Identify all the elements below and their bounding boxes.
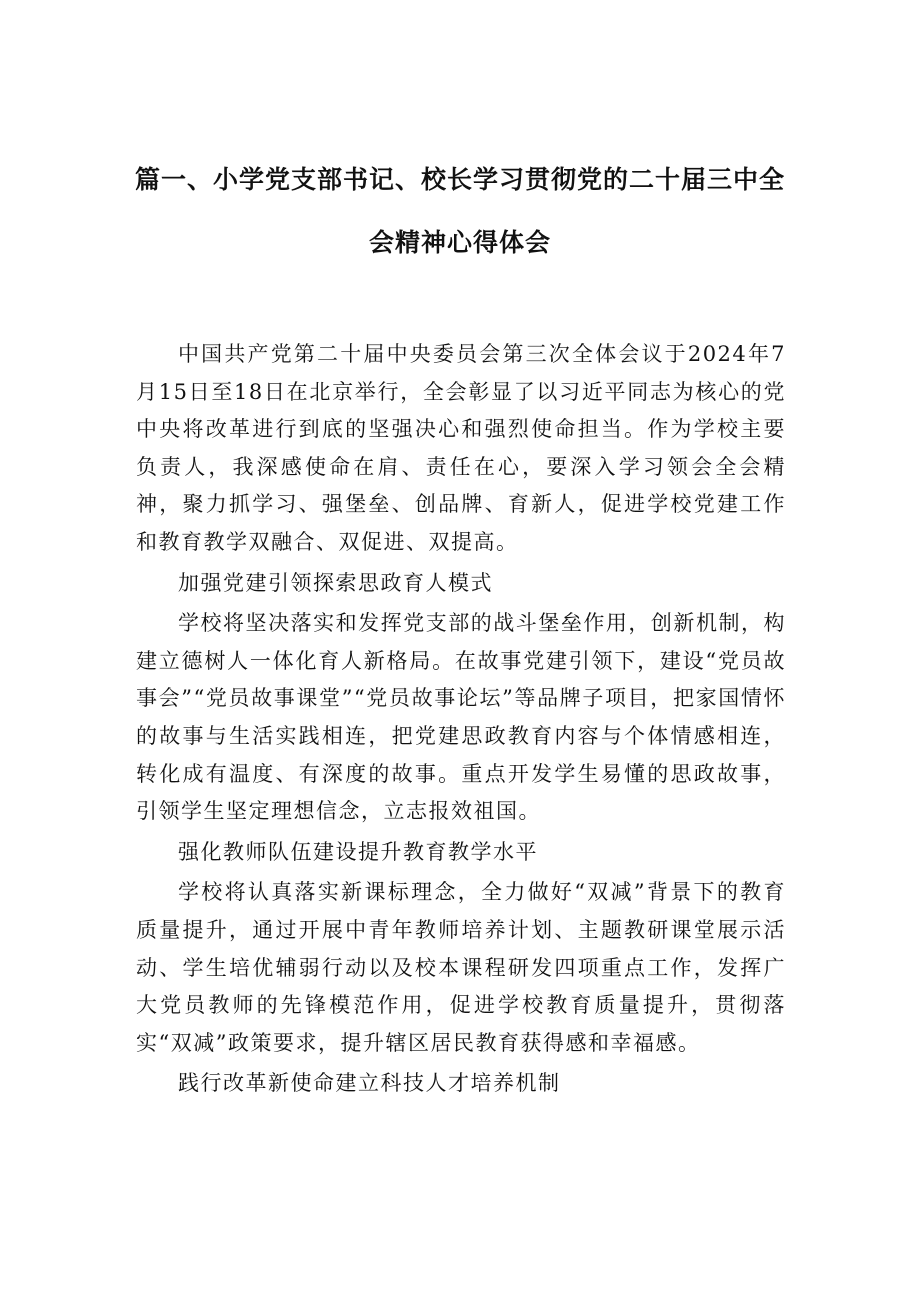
section-heading-2: 强化教师队伍建设提升教育教学水平 (178, 839, 538, 864)
document-title-line-1: 篇一、小学党支部书记、校长学习贯彻党的二十届三中全 (134, 165, 785, 194)
section-heading-1: 加强党建引领探索思政育人模式 (178, 570, 493, 595)
section-heading-3: 践行改革新使命建立科技人才培养机制 (178, 1071, 561, 1096)
document-title-line-2: 会精神心得体会 (368, 228, 551, 257)
paragraph-teacher-team: 学校将认真落实新课标理念，全力做好“双减”背景下的教育质量提升，通过开展中青年教师培养计划、主题教研课堂展示活动、学生培优辅弱行动以及校本课程研发四项重点工作，发挥广大党员教师的先锋模范作用，促进学校教育质量提升，贯彻落实“双减”政策要求，提升辖区居民教育获得感和幸福感。 (136, 880, 786, 1055)
paragraph-intro: 中国共产党第二十届中央委员会第三次全体会议于2024年7月15日至18日在北京举行，全会彰显了以习近平同志为核心的党中央将改革进行到底的坚强决心和强烈使命担当。作为学校主要负责人，我深感使命在肩、责任在心，要深入学习领会全会精神，聚力抓学习、强堡垒、创品牌、育新人，促进学校党建工作和教育教学双融合、双促进、双提高。 (136, 342, 786, 554)
document-body (136, 336, 786, 1106)
paragraph-party-building: 学校将坚决落实和发挥党支部的战斗堡垒作用，创新机制，构建立德树人一体化育人新格局。在故事党建引领下，建设“党员故事会”“党员故事课堂”“党员故事论坛”等品牌子项目，把家国情怀的故事与生活实践相连，把党建思政教育内容与个体情感相连，转化成有温度、有深度的故事。重点开发学生易懂的思政故事，引领学生坚定理想信念，立志报效祖国。 (136, 611, 786, 824)
